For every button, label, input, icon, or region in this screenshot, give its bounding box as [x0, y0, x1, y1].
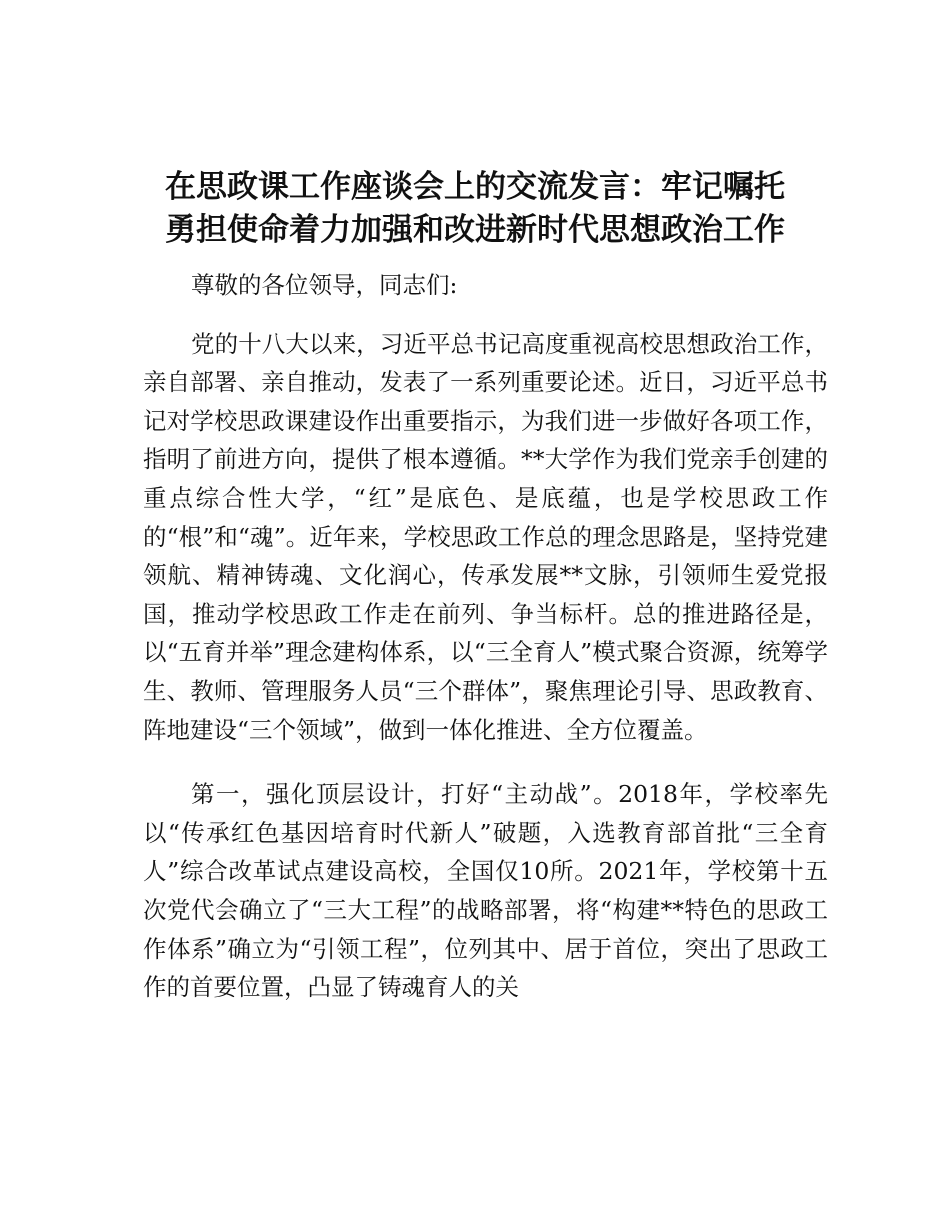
- title-line-2: 勇担使命着力加强和改进新时代思想政治工作: [165, 212, 785, 248]
- paragraph-intro: 党的十八大以来，习近平总书记高度重视高校思想政治工作，亲自部署、亲自推动，发表了一系列重要论述。近日，习近平总书记对学校思政课建设作出重要指示，为我们进一步做好各项工作，指明了前进方向，提供了根本遵循。**大学作为我们党亲手创建的重点综合性大学，“红”是底色、是底蕴，也是学校思政工作的“根”和“魂”。近年来，学校思政工作总的理念思路是，坚持党建领航、精神铸魂、文化润心，传承发展**文脉，引领师生爱党报国，推动学校思政工作走在前列、争当标杆。总的推进路径是，以“五育并举”理念建构体系，以“三全育人”模式聚合资源，统筹学生、教师、管理服务人员“三个群体”，聚焦理论引导、思政教育、阵地建设“三个领域”，做到一体化推进、全方位覆盖。: [143, 329, 828, 744]
- document-title: [100, 166, 850, 252]
- salutation: 尊敬的各位领导，同志们:: [191, 271, 458, 299]
- title-line-1: 在思政课工作座谈会上的交流发言：牢记嘱托: [165, 169, 785, 205]
- document-body: [143, 266, 828, 1007]
- paragraph-first-point: 第一，强化顶层设计，打好“主动战”。2018年，学校率先以“传承红色基因培育时代新人”破题，入选教育部首批“三全育人”综合改革试点建设高校，全国仅10所。2021年，学校第十五次党代会确立了“三大工程”的战略部署，将“构建**特色的思政工作体系”确立为“引领工程”，位列其中、居于首位，突出了思政工作的首要位置，凸显了铸魂育人的关: [143, 780, 828, 1002]
